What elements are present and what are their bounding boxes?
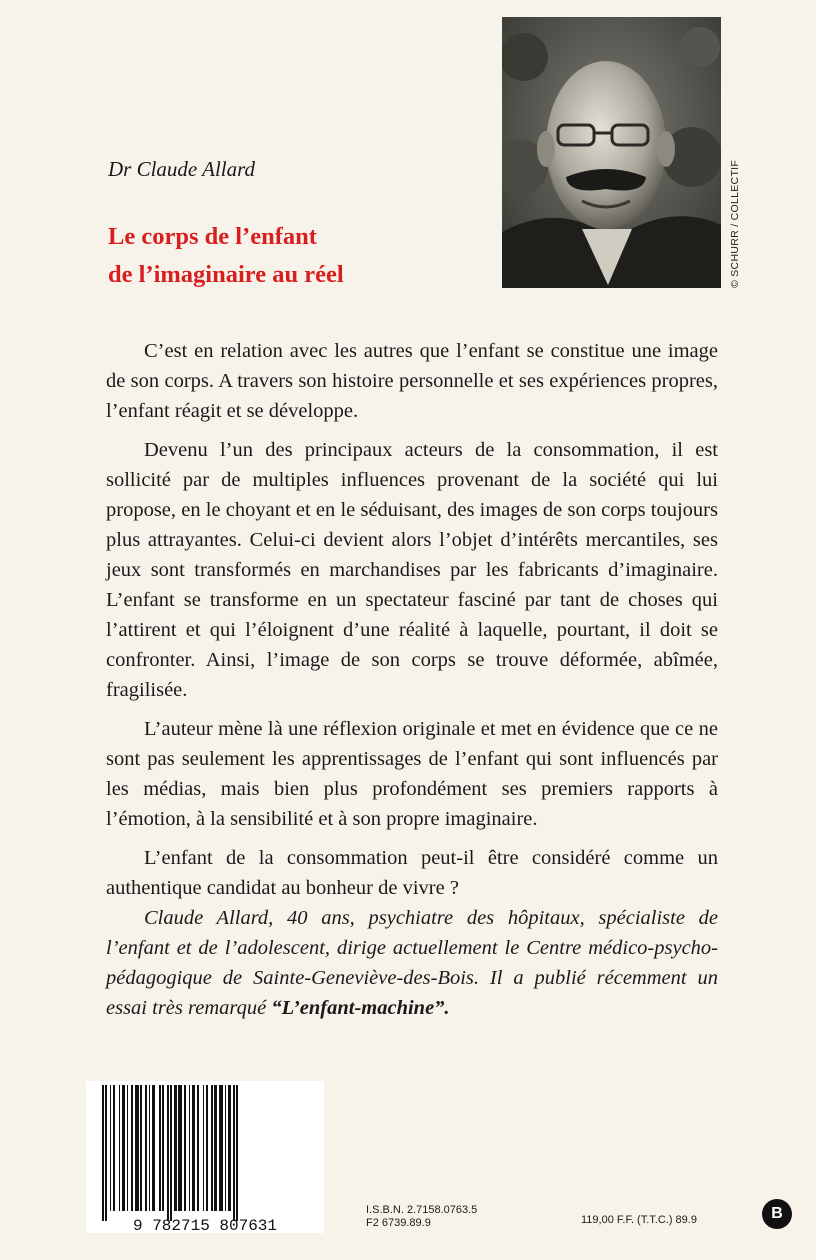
- barcode-bar: [110, 1085, 111, 1211]
- barcode-bar: [152, 1085, 155, 1211]
- barcode-bar: [145, 1085, 147, 1211]
- barcode-bar: [197, 1085, 199, 1211]
- barcode-bar: [206, 1085, 208, 1211]
- price-label: 119,00 F.F. (T.T.C.) 89.9: [581, 1214, 697, 1226]
- back-cover-text: [106, 336, 718, 912]
- photo-credit: © SCHURR / COLLECTIF: [729, 159, 741, 288]
- barcode-bar: [192, 1085, 195, 1211]
- barcode-bar: [113, 1085, 115, 1211]
- barcode-bar: [170, 1085, 172, 1221]
- barcode-bar: [233, 1085, 235, 1221]
- barcode-bar: [203, 1085, 204, 1211]
- paragraph-4: L’enfant de la consommation peut-il être considéré comme un authentique candidat au bonheur de vivre ?: [106, 847, 718, 899]
- barcode-bar: [214, 1085, 217, 1211]
- author-photo: [502, 17, 721, 288]
- publisher-logo: B: [762, 1199, 792, 1229]
- barcode-bar: [184, 1085, 186, 1211]
- barcode-bar: [140, 1085, 142, 1211]
- author-name: Dr Claude Allard: [108, 157, 256, 181]
- barcode-bar: [219, 1085, 223, 1211]
- barcode: [86, 1081, 324, 1233]
- barcode-bar: [127, 1085, 128, 1211]
- barcode-bar: [122, 1085, 125, 1211]
- barcode-bar: [167, 1085, 169, 1221]
- barcode-bar: [174, 1085, 177, 1211]
- barcode-bar: [211, 1085, 213, 1211]
- paragraph-2: Devenu l’un des principaux acteurs de la consommation, il est sollicité par de multiples influences provenant de la société qui lui propose, en le choyant et en le séduisant, des images de son corps toujours plus attrayantes. Celui-ci devient alors l’objet d’intérêts mercantiles, ses jeux sont transformés en marchandises par les fabricants d’imaginaire. L’enfant se transforme en un spectateur fasciné par tant de choses qui l’attirent et qui l’éloignent d’une réalité à laquelle, pourtant, il doit se confronter. Ainsi, l’image de son corps se trouve déformée, abîmée, fragilisée.: [106, 439, 718, 701]
- barcode-bar: [225, 1085, 226, 1211]
- book-title: [108, 218, 468, 294]
- catalog-code: F2 6739.89.9: [366, 1217, 431, 1229]
- barcode-bar: [135, 1085, 139, 1211]
- barcode-bar: [149, 1085, 150, 1211]
- isbn-number: I.S.B.N. 2.7158.0763.5: [366, 1204, 478, 1216]
- barcode-bar: [189, 1085, 190, 1211]
- barcode-bars: [86, 1081, 324, 1233]
- barcode-bar: [159, 1085, 161, 1211]
- book-title-line-1: Le corps de l’enfant: [108, 223, 317, 250]
- paragraph-1: C’est en relation avec les autres que l’enfant se constitue une image de son corps. A travers son histoire personnelle et ses expériences propres, l’enfant réagit et se développe.: [106, 340, 718, 422]
- barcode-bar: [131, 1085, 133, 1211]
- barcode-bar: [236, 1085, 238, 1221]
- earlier-book-title: “L’enfant-machine”.: [271, 997, 450, 1019]
- barcode-bar: [102, 1085, 104, 1221]
- barcode-bar: [105, 1085, 107, 1221]
- barcode-bar: [119, 1085, 120, 1211]
- isbn-info: [366, 1204, 477, 1230]
- book-title-line-2: de l’imaginaire au réel: [108, 261, 344, 288]
- barcode-digits: 9 782715 807631: [132, 1217, 278, 1233]
- barcode-bar: [162, 1085, 164, 1211]
- barcode-bar: [228, 1085, 231, 1211]
- barcode-bar: [178, 1085, 182, 1211]
- paragraph-3: L’auteur mène là une réflexion originale et met en évidence que ce ne sont pas seulement les apprentissages de l’enfant qui sont influencés par les médias, mais bien plus profondément ses premiers rapports à l’émotion, à la sensibilité et à son propre imaginaire.: [106, 718, 718, 830]
- author-bio: [106, 903, 718, 1023]
- author-bio-text: Claude Allard, 40 ans, psychiatre des hôpitaux, spécialiste de l’enfant et de l’adolescent, dirige actuellement le Centre médico-psycho-pédagogique de Sainte-Geneviève-des-Bois. Il a publié récemment un essai très remarqué: [106, 907, 718, 1019]
